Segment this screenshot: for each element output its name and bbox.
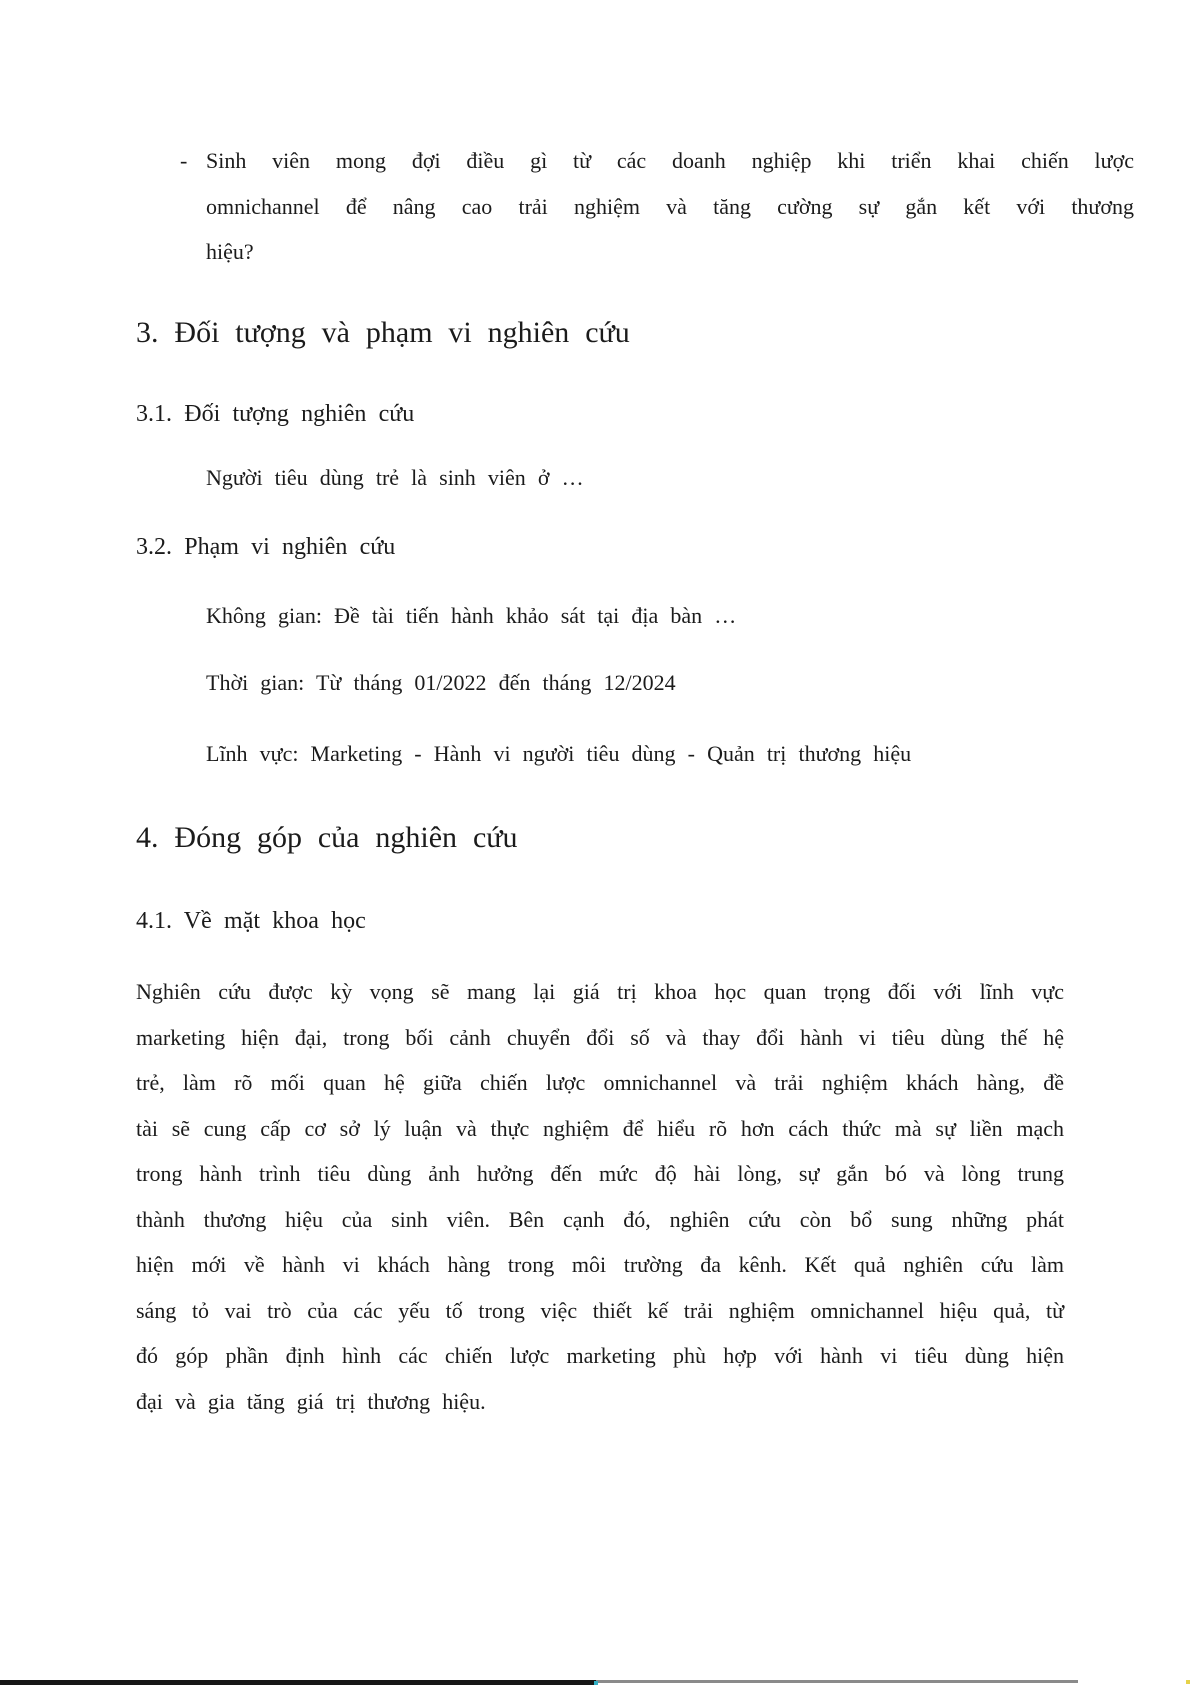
section-4-heading: 4. Đóng góp của nghiên cứu: [136, 821, 518, 854]
paragraph-line: thành thương hiệu của sinh viên. Bên cạnh đó, nghiên cứu còn bổ sung những phát: [136, 1206, 1064, 1232]
section-4-1-heading: 4.1. Về mặt khoa học: [136, 908, 366, 934]
scope-space-line: Không gian: Đề tài tiến hành khảo sát tại địa bàn …: [206, 603, 737, 628]
bullet-item: [136, 138, 1134, 275]
section-3-1-body: Người tiêu dùng trẻ là sinh viên ở …: [206, 465, 584, 490]
scope-field-line: Lĩnh vực: Marketing - Hành vi người tiêu dùng - Quản trị thương hiệu: [206, 741, 912, 766]
section-3-heading: 3. Đối tượng và phạm vi nghiên cứu: [136, 316, 630, 349]
paragraph-line: marketing hiện đại, trong bối cảnh chuyển đổi số và thay đổi hành vi tiêu dùng thế hệ: [136, 1024, 1064, 1050]
bottom-edge-cyan-dot: [594, 1681, 598, 1685]
bottom-edge-yellow-dot: [1186, 1680, 1190, 1684]
science-contribution-paragraph: [136, 969, 1064, 1424]
paragraph-line: đại và gia tăng giá trị thương hiệu.: [136, 1388, 486, 1414]
bullet-line: hiệu?: [206, 239, 254, 264]
paragraph-line: Nghiên cứu được kỳ vọng sẽ mang lại giá trị khoa học quan trọng đối với lĩnh vực: [136, 979, 1064, 1004]
paragraph-line: trẻ, làm rõ mối quan hệ giữa chiến lược omnichannel và trải nghiệm khách hàng, đề: [136, 1070, 1064, 1095]
scope-time-line: Thời gian: Từ tháng 01/2022 đến tháng 12/2024: [206, 670, 676, 695]
bullet-line: Sinh viên mong đợi điều gì từ các doanh nghiệp khi triển khai chiến lược: [206, 148, 1134, 173]
section-3-1-heading: 3.1. Đối tượng nghiên cứu: [136, 401, 415, 427]
bullet-line: omnichannel để nâng cao trải nghiệm và tăng cường sự gắn kết với thương: [206, 193, 1134, 219]
bottom-edge-gray-bar: [596, 1680, 1078, 1683]
bullet-dash-marker: -: [180, 148, 188, 173]
paragraph-line: hiện mới về hành vi khách hàng trong môi trường đa kênh. Kết quả nghiên cứu làm: [136, 1252, 1064, 1277]
paragraph-line: sáng tỏ vai trò của các yếu tố trong việc thiết kế trải nghiệm omnichannel hiệu quả, từ: [136, 1297, 1064, 1323]
paragraph-line: trong hành trình tiêu dùng ảnh hưởng đến mức độ hài lòng, sự gắn bó và lòng trung: [136, 1161, 1064, 1186]
section-3-2-heading: 3.2. Phạm vi nghiên cứu: [136, 534, 396, 560]
bottom-edge-dark-bar: [0, 1680, 596, 1685]
paragraph-line: tài sẽ cung cấp cơ sở lý luận và thực nghiệm để hiểu rõ hơn cách thức mà sự liền mạch: [136, 1115, 1064, 1141]
paragraph-line: đó góp phần định hình các chiến lược marketing phù hợp với hành vi tiêu dùng hiện: [136, 1343, 1064, 1368]
